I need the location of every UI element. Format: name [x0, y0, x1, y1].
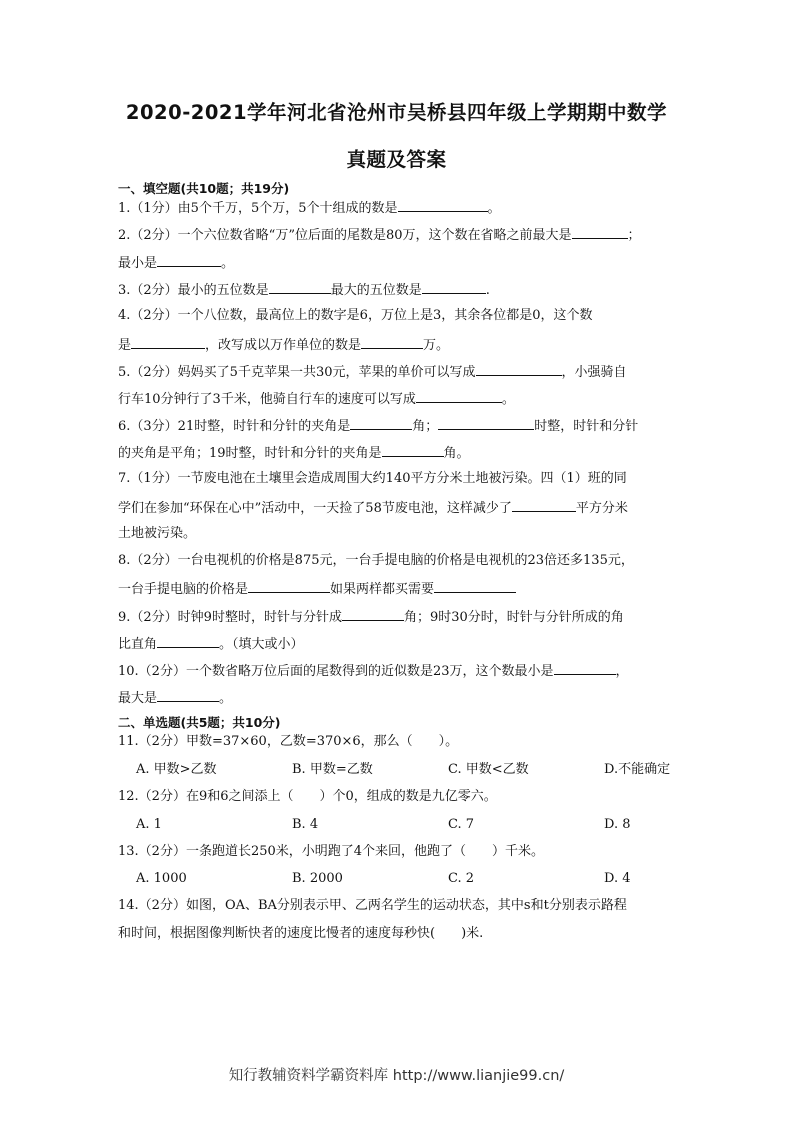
- question-5-line2: [118, 390, 515, 408]
- answer-blank: [572, 226, 628, 239]
- q12-option-a: A. 1: [136, 817, 162, 832]
- q11-option-a: A. 甲数>乙数: [136, 762, 217, 777]
- q13-option-d: D. 4: [604, 871, 631, 886]
- question-9-line2: [118, 635, 304, 653]
- page-title-line2: 真题及答案: [346, 148, 447, 171]
- question-9-line1: [118, 608, 624, 626]
- question-3: [118, 281, 490, 299]
- q12-option-c: C. 7: [448, 817, 475, 832]
- answer-blank: [416, 390, 502, 403]
- q2-text2: 最小是: [118, 256, 158, 271]
- question-6-line1: [118, 417, 638, 435]
- answer-blank: [157, 635, 219, 648]
- answer-blank: [554, 662, 616, 675]
- question-13-stem: 13.（2分）一条跑道长250米，小明跑了4个来回，他跑了（ ）千米。: [118, 844, 545, 859]
- answer-blank: [438, 417, 534, 430]
- q11-option-c: C. 甲数<乙数: [448, 762, 529, 777]
- q11-option-d: D.不能确定: [604, 762, 671, 777]
- q8-text3: 如果两样都买需要: [330, 582, 435, 597]
- q3-text2: 最大的五位数是: [330, 283, 422, 298]
- question-4-line2: [118, 336, 449, 354]
- q7-text3: 平方分米: [575, 501, 628, 516]
- answer-blank: [512, 499, 576, 512]
- q4-text2: 是: [118, 338, 132, 353]
- q8-text2: 一台手提电脑的价格是: [118, 582, 249, 597]
- q6-text4: 的夹角是平角；19时整，时针和分针的夹角是: [118, 446, 382, 461]
- q1-end: 。: [487, 201, 501, 216]
- q9-end: 。（填大或小）: [219, 637, 304, 652]
- q3-text: 3.（2分）最小的五位数是: [118, 283, 269, 298]
- question-2-line1: [118, 226, 641, 244]
- q9-text3: 比直角: [118, 637, 158, 652]
- answer-blank: [131, 336, 205, 349]
- q13-option-b: B. 2000: [292, 871, 343, 886]
- question-14-line2: 和时间，根据图像判断快者的速度比慢者的速度每秒快( )米.: [118, 926, 484, 941]
- question-14-line1: 14.（2分）如图，OA、BA分别表示甲、乙两名学生的运动状态，其中s和t分别表示路程: [118, 898, 627, 913]
- answer-blank: [361, 336, 423, 349]
- q5-end: 。: [501, 392, 515, 407]
- q5-text2: ，小强骑自: [561, 365, 627, 380]
- q7-end: 土地被污染。: [118, 526, 197, 541]
- q9-text2: 角；9时30分时，时针与分针所成的角: [403, 610, 624, 625]
- q12-option-b: B. 4: [292, 817, 319, 832]
- q4-end: 万。: [423, 338, 450, 353]
- question-5-line1: [118, 363, 627, 381]
- answer-blank: [248, 580, 330, 593]
- footer-watermark: 知行教辅资料学霸资料库 http://www.lianjie99.cn/: [228, 1068, 565, 1084]
- section-fill-blank-heading: 一、填空题(共10题；共19分): [118, 181, 290, 196]
- question-7-line2: [118, 499, 628, 517]
- question-8-line1: [118, 553, 634, 569]
- q2-end: 。: [221, 256, 235, 271]
- q11-option-b: B. 甲数=乙数: [292, 762, 373, 777]
- q2-text: 2.（2分）一个六位数省略“万”位后面的尾数是80万，这个数在省略之前最大是: [118, 228, 572, 243]
- q10-end: 。: [219, 691, 233, 706]
- q7-text2: 学们在参加“环保在心中”活动中，一天捡了58节废电池，这样减少了: [118, 501, 512, 516]
- q10-text: 10.（2分）一个数省略万位后面的尾数得到的近似数是23万，这个数最小是: [118, 664, 554, 679]
- q5-text: 5.（2分）妈妈买了5千克苹果一共30元，苹果的单价可以写成: [118, 365, 476, 380]
- question-4-line1: [118, 308, 593, 324]
- question-2-line2: [118, 254, 234, 272]
- q4-text3: ，改写成以万作单位的数是: [205, 338, 362, 353]
- answer-blank: [422, 281, 486, 294]
- answer-blank: [342, 608, 404, 621]
- q1-text: 1.（1分）由5个千万，5个万，5个十组成的数是: [118, 201, 398, 216]
- q2-sep: ；: [627, 228, 641, 243]
- section-single-choice-heading: 二、单选题(共5题；共10分): [118, 715, 281, 730]
- question-6-line2: [118, 444, 470, 462]
- page-title-line1: 2020-2021学年河北省沧州市吴桥县四年级上学期期中数学: [125, 101, 668, 124]
- q6-end: 角。: [443, 446, 470, 461]
- question-1: [118, 199, 501, 217]
- q6-text2: 角；: [412, 419, 439, 434]
- answer-blank: [350, 417, 412, 430]
- q6-text3: 时整，时针和分针: [534, 419, 639, 434]
- q3-end: .: [485, 283, 490, 298]
- question-8-line2: [118, 580, 516, 598]
- question-10-line1: [118, 662, 629, 680]
- answer-blank: [434, 580, 516, 593]
- q5-text3: 行车10分钟行了3千米，他骑自行车的速度可以写成: [118, 392, 416, 407]
- q12-option-d: D. 8: [604, 817, 631, 832]
- q7-text: 7.（1分）一节废电池在土壤里会造成周围大约140平方分米土地被污染。四（1）班的同: [118, 471, 627, 486]
- question-12-stem: 12.（2分）在9和6之间添上（ ）个0，组成的数是九亿零六。: [118, 789, 497, 804]
- question-7-line3: [118, 526, 196, 542]
- answer-blank: [157, 689, 219, 702]
- answer-blank: [157, 254, 221, 267]
- question-10-line2: [118, 689, 232, 707]
- answer-blank: [382, 444, 444, 457]
- q10-sep: ，: [615, 664, 629, 679]
- answer-blank: [398, 199, 488, 212]
- answer-blank: [476, 363, 562, 376]
- question-11-stem: 11.（2分）甲数=37×60，乙数=370×6，那么（ ）。: [118, 734, 459, 749]
- q8-text: 8.（2分）一台电视机的价格是875元，一台手提电脑的价格是电视机的23倍还多135元，: [118, 553, 634, 568]
- q4-text: 4.（2分）一个八位数，最高位上的数字是6，万位上是3，其余各位都是0，这个数: [118, 308, 593, 323]
- q6-text: 6.（3分）21时整，时针和分针的夹角是: [118, 419, 351, 434]
- answer-blank: [269, 281, 331, 294]
- q13-option-c: C. 2: [448, 871, 475, 886]
- question-7-line1: [118, 471, 627, 487]
- q9-text: 9.（2分）时钟9时整时，时针与分针成: [118, 610, 342, 625]
- q13-option-a: A. 1000: [136, 871, 187, 886]
- q10-text2: 最大是: [118, 691, 158, 706]
